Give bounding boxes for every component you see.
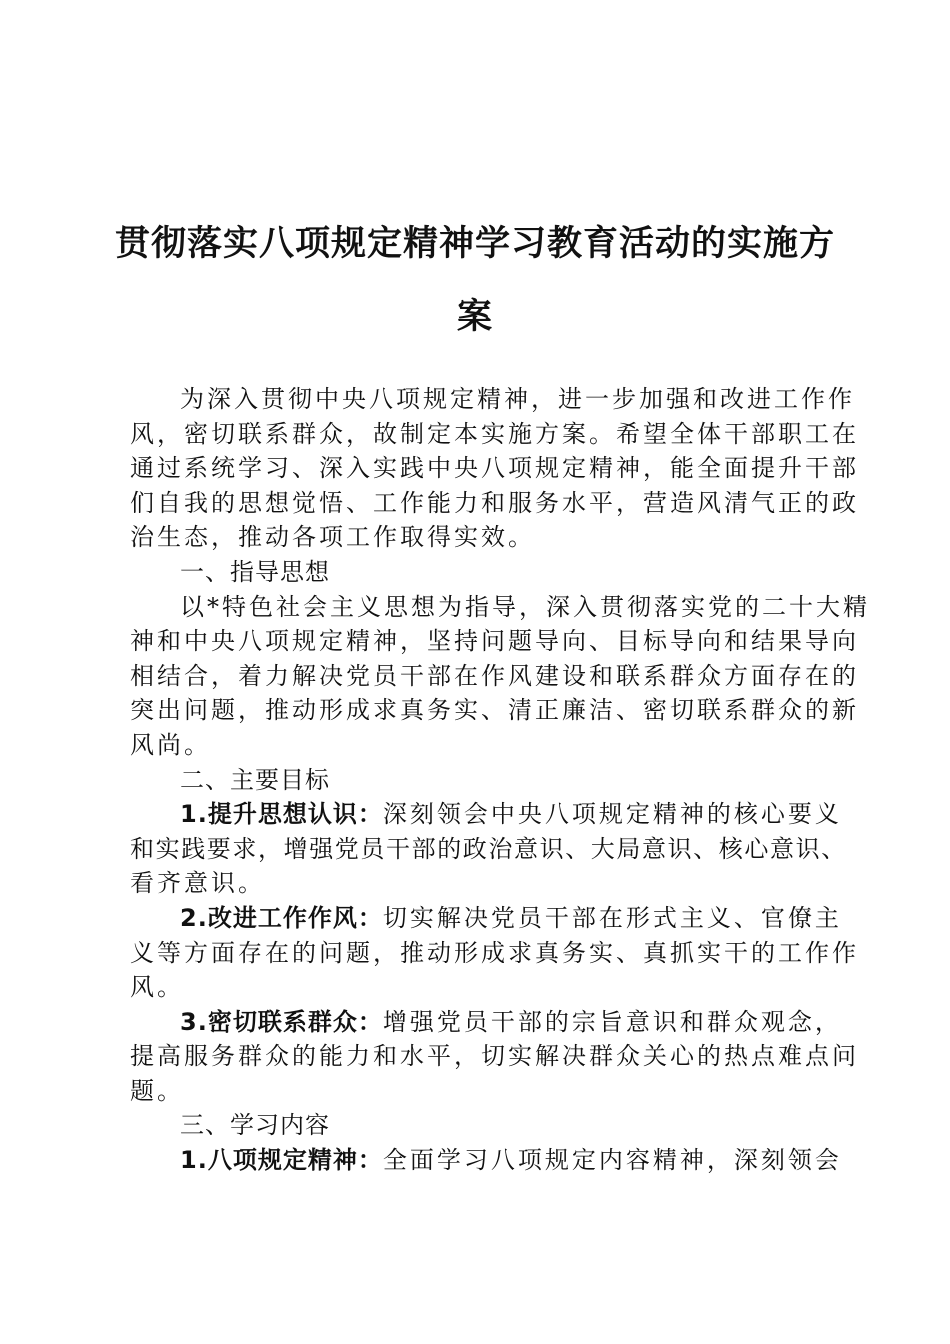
goal-item-2-line: 义等方面存在的问题，推动形成求真务实、真抓实干的工作作 [130,938,859,967]
goal-item-1-line: 看齐意识。 [130,869,265,898]
section1-line: 神和中央八项规定精神，坚持问题导向、目标导向和结果导向 [130,627,859,656]
goal-item-1 [130,797,842,832]
section-heading-main-goals: 二、主要目标 [180,765,330,794]
intro-line: 们自我的思想觉悟、工作能力和服务水平，营造风清气正的政 [130,488,859,517]
goal-item-3-lead: 3.密切联系群众： [180,1007,383,1036]
goal-item-1-text: 深刻领会中央八项规定精神的核心要义 [382,800,842,829]
study-item-1 [130,1143,842,1178]
section1-line: 以*特色社会主义思想为指导，深入贯彻落实党的二十大精 [180,592,870,621]
section1-line: 风尚。 [130,730,211,759]
document-title-line-1: 贯彻落实八项规定精神学习教育活动的实施方 [114,223,835,264]
goal-item-2-lead: 2.改进工作作风： [180,903,383,932]
goal-item-2-text: 切实解决党员干部在形式主义、官僚主 [382,903,842,932]
goal-item-1-lead: 1.提升思想认识： [180,800,383,829]
section1-line: 相结合，着力解决党员干部在作风建设和联系群众方面存在的 [130,661,859,690]
intro-line: 通过系统学习、深入实践中央八项规定精神，能全面提升干部 [130,454,859,483]
goal-item-1-line: 和实践要求，增强党员干部的政治意识、大局意识、核心意识、 [130,834,847,863]
document-title-line-2: 案 [456,296,493,337]
goal-item-3-line: 提高服务群众的能力和水平，切实解决群众关心的热点难点问 [130,1042,859,1071]
goal-item-3-line: 题。 [130,1076,184,1105]
goal-item-2 [130,901,842,936]
document-body [130,382,870,1178]
goal-item-2-line: 风。 [130,973,184,1002]
intro-line: 风，密切联系群众，故制定本实施方案。希望全体干部职工在 [130,419,859,448]
section1-line: 突出问题，推动形成求真务实、清正廉洁、密切联系群众的新 [130,696,859,725]
goal-item-3-text: 增强党员干部的宗旨意识和群众观念， [382,1007,842,1036]
section-heading-guiding-ideology: 一、指导思想 [180,557,330,586]
study-item-1-text: 全面学习八项规定内容精神，深刻领会 [382,1146,842,1175]
intro-line: 为深入贯彻中央八项规定精神，进一步加强和改进工作作 [180,385,855,413]
intro-line: 治生态，推动各项工作取得实效。 [130,523,535,552]
goal-item-3 [130,1005,842,1040]
study-item-1-lead: 1.八项规定精神： [180,1146,383,1175]
section-heading-study-content: 三、学习内容 [180,1111,330,1140]
